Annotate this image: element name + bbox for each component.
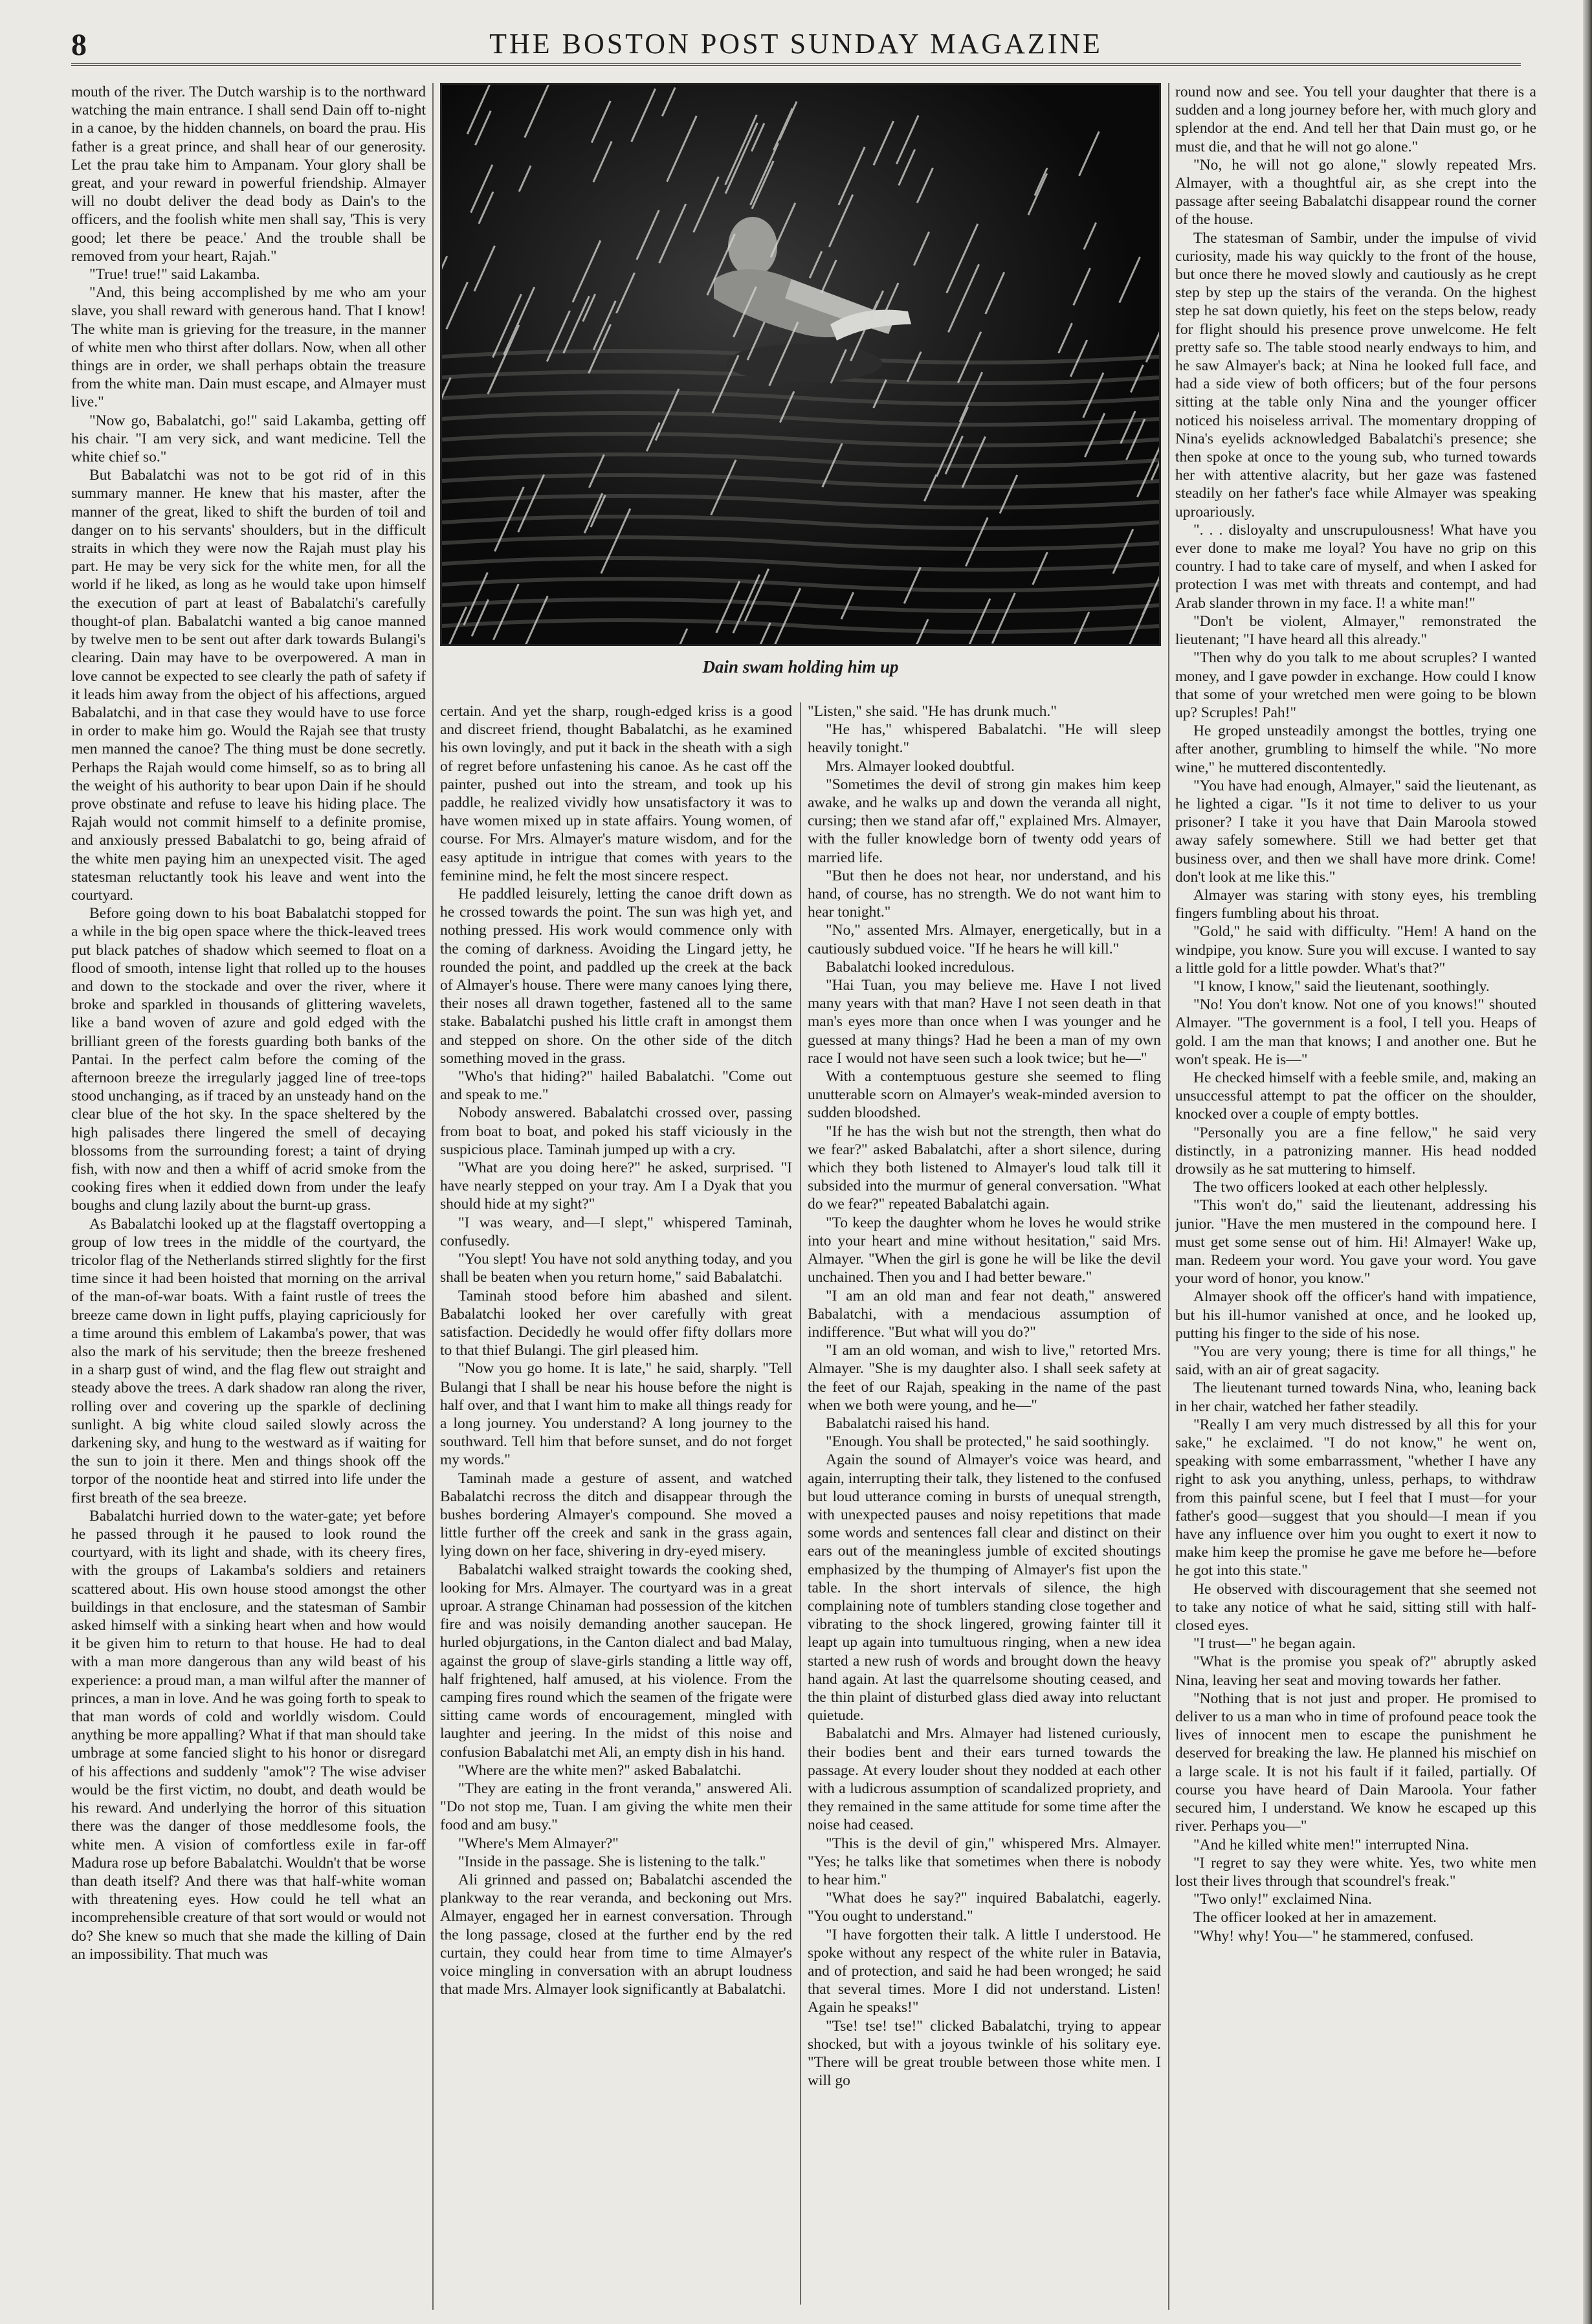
swimmer-rain-image (442, 85, 1159, 644)
article-paragraph: "Why! why! You—" he stammered, confused. (1193, 1927, 1474, 1945)
article-paragraph: He checked himself with a feeble smile, and, making an unsuccessful attempt to pat the officer on the shoulder, knocked over a couple of empty bottles. (1175, 1069, 1536, 1123)
article-paragraph: "No, he will not go alone," slowly repeated Mrs. Almayer, with a thoughtful air, as she crept into the passage after seeing Babalatchi disappear round the corner of the house. (1175, 156, 1536, 229)
page-number: 8 (71, 28, 87, 62)
article-paragraph: ". . . disloyalty and unscrupulousness! What have you ever done to make me loyal? You have no grip on this country. I had to take care of myself, and when I asked for protection I was met with threats and contempt, and had Arab slander thrown in my face. I! a white man!" (1175, 521, 1536, 612)
article-paragraph: The statesman of Sambir, under the impulse of vivid curiosity, made his way quickly to the front of the house, but once there he moved slowly and cautiously as he crept step by step up the stairs of the veranda. On the highest step he sat down quietly, his feet on the steps below, ready for flight should his presence prove unwelcome. He felt pretty safe so. The table stood nearly endways to him, and he saw Almayer's back; at Nina he looked full face, and had a side view of both officers; but of the four persons sitting at the table only Nina and the younger officer noticed his noiseless arrival. The momentary dropping of Nina's eyelids acknowledged Babalatchi's presence; she then spoke at once to the young sub, who turned towards her with attentive alacrity, but her gaze was fastened steadily on her father's face while Almayer was speaking uproariously. (1175, 229, 1536, 520)
article-paragraph: "Don't be violent, Almayer," remonstrated the lieutenant; "I have heard all this already." (1175, 612, 1536, 649)
article-paragraph: With a contemptuous gesture she seemed to fling unutterable scorn on Almayer's weak-minded aversion to sudden bloodshed. (808, 1068, 1161, 1122)
article-paragraph: The lieutenant turned towards Nina, who, leaning back in her chair, watched her father steadily. (1175, 1380, 1536, 1415)
article-paragraph: "And, this being accomplished by me who am your slave, you shall reward with generous hand. That I know! The white man is grieving for the treasure, in the manner of white men who thirst after dollars. Now, when all other things are in order, we shall perhaps obtain the treasure from the white man. Dain must escape, and Almayer must live." (71, 284, 426, 411)
article-paragraph: "Where's Mem Almayer?" (458, 1835, 619, 1852)
article-paragraph: Nobody answered. Babalatchi crossed over, passing from boat to boat, and poked his staff viciously in the suspicious place. Taminah jumped up with a cry. (440, 1104, 792, 1158)
article-paragraph: "You are very young; there is time for all things," he said, with an air of great sagacity. (1175, 1343, 1536, 1379)
article-paragraph: "This is the devil of gin," whispered Mrs. Almayer. "Yes; he talks like that sometimes when there is nobody to hear him." (808, 1835, 1161, 1888)
article-paragraph: Ali grinned and passed on; Babalatchi ascended the plankway to the rear veranda, and beckoning out Mrs. Almayer, engaged her in earnest conversation. Through the long passage, closed at the further end by the red curtain, they could hear from time to time Almayer's voice mingling in conversation with an abrupt loudness that made Mrs. Almayer look significantly at Babalatchi. (440, 1871, 792, 1998)
article-paragraph: "I trust—" he began again. (1193, 1635, 1356, 1653)
article-paragraph: As Babalatchi looked up at the flagstaff overtopping a group of low trees in the middle of the courtyard, the tricolor flag of the Netherlands stirred slightly for the first time since it had been hoisted that morning on the arrival of the man-of-war boats. With a faint rustle of trees the breeze came down in light puffs, playing capriciously for a time around this emblem of Lakamba's power, that was also the mark of his servitude; then the breeze freshened in a sharp gust of wind, and the flag flew out straight and steady above the trees. A dark shadow ran along the river, rolling over and covering up the sparkle of declining sunlight. A big white cloud sailed slowly across the darkening sky, and hung to the westward as if waiting for the sun to join it there. Men and things shook off the torpor of the noontide heat and stirred into life under the first breath of the sea breeze. (71, 1215, 426, 1506)
magazine-title: THE BOSTON POST SUNDAY MAGAZINE (489, 28, 1103, 60)
article-paragraph: "Enough. You shall be protected," he said soothingly. (826, 1433, 1150, 1451)
article-paragraph: "Sometimes the devil of strong gin makes him keep awake, and he walks up and down the veranda all night, cursing; then we stand afar off," explained Mrs. Almayer, with the fuller knowledge born of twenty odd years of married life. (808, 776, 1161, 866)
article-paragraph: "To keep the daughter whom he loves he would strike into your heart and mine without hesitation," said Mrs. Almayer. "When the girl is gone he will be like the devil unchained. Then you and I had better beware." (808, 1214, 1161, 1286)
article-paragraph: Before going down to his boat Babalatchi stopped for a while in the big open space where the thick-leaved trees put black patches of shadow which seemed to float on a flood of smooth, intense light that rolled up to the houses and down to the stockade and over the river, where it broke and sparkled in thousands of glittering wavelets, like a band woven of azure and gold edged with the brilliant green of the forests guarding both banks of the Pantai. In the perfect calm before the coming of the afternoon breeze the irregularly jagged line of tree-tops stood unchanging, as if traced by an unsteady hand on the clear blue of the hot sky. In the space sheltered by the high palisades there lingered the smell of decaying blossoms from the surrounding forest; a taint of drying fish, with now and then a whiff of acrid smoke from the cooking fires when it eddied down from under the leafy boughs and clung lazily about the burnt-up grass. (71, 905, 426, 1214)
article-paragraph: Babalatchi and Mrs. Almayer had listened curiously, their bodies bent and their ears turned towards the passage. At every louder shout they nodded at each other with a ludicrous assumption of scandalized propriety, and they remained in the same attitude for some time after the noise had ceased. (808, 1725, 1161, 1834)
article-paragraph: certain. And yet the sharp, rough-edged kriss is a good and discreet friend, thought Babalatchi, as he examined his own lovingly, and put it back in the sheath with a sigh of regret before unfastening his canoe. As he cast off the painter, pushed out into the stream, and took up his paddle, he realized vividly how unsatisfactory it was to have women mixed up in state affairs. Young women, of course. For Mrs. Almayer's mature wisdom, and for the easy aptitude in intrigue that comes with years to the feminine mind, he felt the most sincere respect. (440, 703, 792, 884)
article-paragraph: "Listen," she said. "He has drunk much." (808, 703, 1057, 720)
column-rule (1168, 83, 1169, 2310)
article-paragraph: "Gold," he said with difficulty. "Hem! A hand on the windpipe, you know. Sure you will excuse. I wanted to say a little gold for a little powder. What's that?" (1175, 923, 1536, 977)
column-2 (440, 702, 792, 2305)
column-rule (432, 83, 434, 2310)
scan-edge (1583, 0, 1592, 2324)
article-paragraph: "Personally you are a fine fellow," he said very distinctly, in a patronizing manner. His head nodded drowsily as he sat muttering to himself. (1175, 1124, 1536, 1178)
article-paragraph: "If he has the wish but not the strength, then what do we fear?" asked Babalatchi, after a short silence, during which they both listened to Almayer's loud talk till it subsided into the murmur of general conversation. "What do we fear?" repeated Babalatchi again. (808, 1123, 1161, 1213)
article-paragraph: "Now you go home. It is late," he said, sharply. "Tell Bulangi that I shall be near his house before the night is half over, and that I want him to make all things ready for a long journey. You understand? A long journey to the southward. Tell him that before sunset, and do not forget my words." (440, 1360, 792, 1469)
article-paragraph: "You slept! You have not sold anything today, and you shall be beaten when you return home," said Babalatchi. (440, 1251, 792, 1286)
article-paragraph: Babalatchi raised his hand. (826, 1414, 990, 1432)
article-paragraph: "They are eating in the front veranda," answered Ali. "Do not stop me, Tuan. I am giving the white men their food and am busy." (440, 1780, 792, 1834)
article-paragraph: "What does he say?" inquired Babalatchi, eagerly. "You ought to understand." (808, 1890, 1161, 1925)
column-3 (808, 702, 1161, 2305)
article-paragraph: Almayer was staring with stony eyes, his trembling fingers fumbling about his throat. (1175, 886, 1536, 922)
illustration-caption: Dain swam holding him up (702, 657, 899, 676)
article-paragraph: "Then why do you talk to me about scruples? I wanted money, and I gave powder in exchange. How could I know that some of your wretched men were going to be blown up? Scruples! Pah!" (1175, 649, 1536, 721)
article-paragraph: "I was weary, and—I slept," whispered Taminah, confusedly. (440, 1214, 792, 1249)
article-paragraph: mouth of the river. The Dutch warship is to the northward watching the main entrance. I shall send Dain off to-night in a canoe, by the hidden channels, on board the prau. His father is a great prince, and shall hear of our generosity. Let the prau take him to Ampanam. Your glory shall be great, and your reward in powerful friendship. Almayer will no doubt deliver the dead body as Dain's to the officers, and the foolish white men shall say, 'This is very good; let there be peace.' And the trouble shall be removed from your heart, Rajah." (71, 84, 426, 265)
article-paragraph: round now and see. You tell your daughter that there is a sudden and a long journey before her, with much glory and splendor at the end. And tell her that Dain must go, or he must die, and that he will not go alone." (1175, 84, 1536, 155)
article-paragraph: "What are you doing here?" he asked, surprised. "I have nearly stepped on your tray. Am I a Dyak that you should hide at my sight?" (440, 1159, 792, 1213)
article-paragraph: Taminah stood before him abashed and silent. Babalatchi looked her over carefully with great satisfaction. Decidedly he would offer fifty dollars more to that thief Bulangi. The girl pleased him. (440, 1287, 792, 1359)
article-paragraph: "I regret to say they were white. Yes, two white men lost their lives through that scoundrel's freak." (1175, 1854, 1536, 1890)
article-paragraph: "He has," whispered Babalatchi. "He will sleep heavily tonight." (808, 721, 1161, 757)
article-paragraph: Babalatchi looked incredulous. (826, 958, 1015, 976)
article-paragraph: "Who's that hiding?" hailed Babalatchi. "Come out and speak to me." (440, 1068, 792, 1104)
article-paragraph: "I am an old man and fear not death," answered Babalatchi, with a mendacious assumption of indifference. "But what will you do?" (808, 1287, 1161, 1341)
article-paragraph: "Inside in the passage. She is listening to the talk." (458, 1853, 766, 1870)
article-paragraph: Babalatchi walked straight towards the cooking shed, looking for Mrs. Almayer. The courtyard was in a great uproar. A strange Chinaman had possession of the kitchen fire and was noisily demanding another saucepan. He hurled objurgations, in the Canton dialect and bad Malay, against the group of slave-girls standing a little way off, half frightened, half amused, at his violence. From the camping fires round which the seamen of the frigate were sitting came words of encouragement, mingled with laughter and jeering. In the midst of this noise and confusion Babalatchi met Ali, an empty dish in his hand. (440, 1561, 792, 1761)
article-paragraph: The officer looked at her in amazement. (1193, 1909, 1437, 1927)
article-paragraph: "Really I am very much distressed by all this for your sake," he exclaimed. "I do not know," he went on, speaking with some embarrassment, "whether I have any right to ask you anything, unless, perhaps, to withdraw from this painful scene, but I feel that I must—for your father's good—suggest that you should—I mean if you have any influence over him you ought to exert it now to make him keep the promise he gave me before he—before he got into this state." (1175, 1416, 1536, 1580)
article-paragraph: Mrs. Almayer looked doubtful. (826, 757, 1015, 775)
article-paragraph: "Nothing that is not just and proper. He promised to deliver to us a man who in time of profound peace took the lives of innocent men to escape the punishment he deserved for breaking the law. He planned his mischief on a large scale. It is not his fault if it failed, partially. Of course you have heard of Dain Maroola. Your father secured him, I understand. We know he escaped up this river. Perhaps you—" (1175, 1690, 1536, 1835)
article-paragraph: "And he killed white men!" interrupted Nina. (1193, 1836, 1469, 1853)
article-paragraph: "Tse! tse! tse!" clicked Babalatchi, trying to appear shocked, but with a joyous twinkle of his solitary eye. "There will be great trouble between those white men. I will go (808, 2017, 1161, 2090)
article-paragraph: "This won't do," said the lieutenant, addressing his junior. "Have the men mustered in the compound here. I must get some sense out of him. Hi! Almayer! Wake up, man. Redeem your word. You gave your word. You gave your word of honor, you know." (1175, 1197, 1536, 1288)
article-paragraph: "True! true!" said Lakamba. (89, 266, 260, 284)
article-paragraph: "What is the promise you speak of?" abruptly asked Nina, leaving her seat and moving towards her father. (1175, 1653, 1536, 1689)
masthead (71, 22, 1521, 66)
article-paragraph: He groped unsteadily amongst the bottles, trying one after another, grumbling to himself the while. "No more wine," he muttered discontentedly. (1175, 722, 1536, 776)
article-paragraph: Almayer shook off the officer's hand with impatience, but his ill-humor vanished at once, and he looked up, putting his finger to the side of his nose. (1175, 1288, 1536, 1342)
article-paragraph: Taminah made a gesture of assent, and watched Babalatchi recross the ditch and disappear through the bushes bordering Almayer's compound. She moved a little further off the creek and sank in the grass again, lying down on her face, shivering in dry-eyed misery. (440, 1469, 792, 1560)
article-paragraph: "You have had enough, Almayer," said the lieutenant, as he lighted a cigar. "Is it not time to deliver to us your prisoner? I take it you have that Dain Maroola stowed away safely somewhere. Still we had better get that business over, and then we shall have more drink. Come! don't look at me like this." (1175, 777, 1536, 886)
article-paragraph: He paddled leisurely, letting the canoe drift down as he crossed towards the point. The sun was high yet, and nothing pressed. His work would commence only with the coming of darkness. Avoiding the Lingard jetty, he rounded the point, and paddled up the creek at the back of Almayer's house. There were many canoes lying there, their noses all drawn together, fastened all to the same stake. Babalatchi pushed his little craft in amongst them and stepped on shore. On the other side of the ditch something moved in the grass. (440, 886, 792, 1067)
article-paragraph: "But then he does not hear, nor understand, and his hand, of course, has no strength. We do not want him to hear tonight." (808, 867, 1161, 921)
rain-illustration (440, 83, 1161, 646)
article-paragraph: "I am an old woman, and wish to live," retorted Mrs. Almayer. "She is my daughter also. I shall seek safety at the feet of our Rajah, speaking in the name of the past when we both were young, and he—" (808, 1342, 1161, 1414)
column-1 (71, 83, 426, 2310)
column-4 (1175, 83, 1536, 2310)
article-paragraph: "Now go, Babalatchi, go!" said Lakamba, getting off his chair. "I am very sick, and want medicine. Tell the white chief so." (71, 412, 426, 466)
article-paragraph: The two officers looked at each other helplessly. (1193, 1179, 1488, 1196)
article-paragraph: "I know, I know," said the lieutenant, soothingly. (1193, 978, 1490, 995)
column-rule (800, 702, 801, 2305)
article-paragraph: But Babalatchi was not to be got rid of in this summary manner. He knew that his master, after the manner of the great, liked to shift the burden of toil and danger on to his servants' shoulders, but in the difficult straits in which they were now the Rajah must play his part. He may be very sick for the white men, for all the world if he liked, as long as he would take upon himself the execution of part at least of Babalatchi's carefully thought-of plan. Babalatchi wanted a big canoe manned by twelve men to be sent out after dark towards Bulangi's clearing. Dain may have to be overpowered. A man in love cannot be expected to see clearly the path of safety if it leads him away from the object of his affections, argued Babalatchi, and in that case they would have to use force in order to make him go. Would the Rajah see that trusty men manned the canoe? The thing must be done secretly. Perhaps the Rajah would come himself, so as to bring all the weight of his authority to bear upon Dain if he should prove obstinate and refuse to leave his hiding place. The Rajah would not commit himself to a definite promise, and anxiously pressed Babalatchi to go, being afraid of the white men paying him an unexpected visit. The aged statesman reluctantly took his leave and went into the courtyard. (71, 467, 426, 904)
article-paragraph: Again the sound of Almayer's voice was heard, and again, interrupting their talk, they listened to the confused but loud utterance coming in bursts of unequal strength, with unexpected pauses and noisy repetitions that made some words and sentences fall clear and distinct on their ears out of the meaningless jumble of excited shoutings emphasized by the thumping of Almayer's fist upon the table. In the short intervals of silence, the high complaining note of tumblers standing close together and vibrating to the shock lingered, growing fainter till it leapt up again into tumultuous ringing, when a new idea started a new rush of words and brought down the heavy hand again. At last the quarrelsome shouting ceased, and the thin plaint of disturbed glass died away into reluctant quietude. (808, 1451, 1161, 1725)
article-paragraph: "No," assented Mrs. Almayer, energetically, but in a cautiously subdued voice. "If he hears he will kill." (808, 922, 1161, 957)
article-paragraph: "Where are the white men?" asked Babalatchi. (458, 1761, 742, 1779)
article-paragraph: Babalatchi hurried down to the water-gate; yet before he passed through it he paused to look round the courtyard, with its light and shade, with its cheery fires, with the groups of Lakamba's soldiers and retainers scattered about. His own house stood amongst the other buildings in that enclosure, and the statesman of Sambir asked himself with a sinking heart when and how would it be given him to return to that house. He had to deal with a man more dangerous than any wild beast of his experience: a proud man, a man wilful after the manner of princes, a man in love. And he was going forth to speak to that man words of cold and worldly wisdom. Could anything be more appalling? What if that man should take umbrage at some fancied slight to his honor or disregard of his affections and suddenly "amok"? The wise adviser would be the first victim, no doubt, and death would be his reward. And underlying the horror of this situation there was the danger of those meddlesome fools, the white men. A vision of comfortless exile in far-off Madura rose up before Babalatchi. Wouldn't that be worse than death itself? And there was that half-white woman with threatening eyes. How could he tell what an incomprehensible creature of that sort would or would not do? She knew so much that she made the killing of Dain an impossibility. That much was (71, 1507, 426, 1963)
article-paragraph: "No! You don't know. Not one of you knows!" shouted Almayer. "The government is a fool, I tell you. Heaps of gold. I am the man that knows; I and another one. But he won't speak. He is—" (1175, 996, 1536, 1068)
article-paragraph: "I have forgotten their talk. A little I understood. He spoke without any respect of the white ruler in Batavia, and of protection, and said he had been wronged; he said that several times. More I did not understand. Listen! Again he speaks!" (808, 1926, 1161, 2017)
article-paragraph: He observed with discouragement that she seemed not to take any notice of what he said, sitting still with half-closed eyes. (1175, 1580, 1536, 1635)
article-paragraph: "Hai Tuan, you may believe me. Have I not lived many years with that man? Have I not seen death in that man's eyes more than once when I was younger and he guessed at many things? Had he been a man of my own race I would not have seen such a look twice; but he—" (808, 977, 1161, 1067)
article-paragraph: "Two only!" exclaimed Nina. (1193, 1891, 1372, 1908)
